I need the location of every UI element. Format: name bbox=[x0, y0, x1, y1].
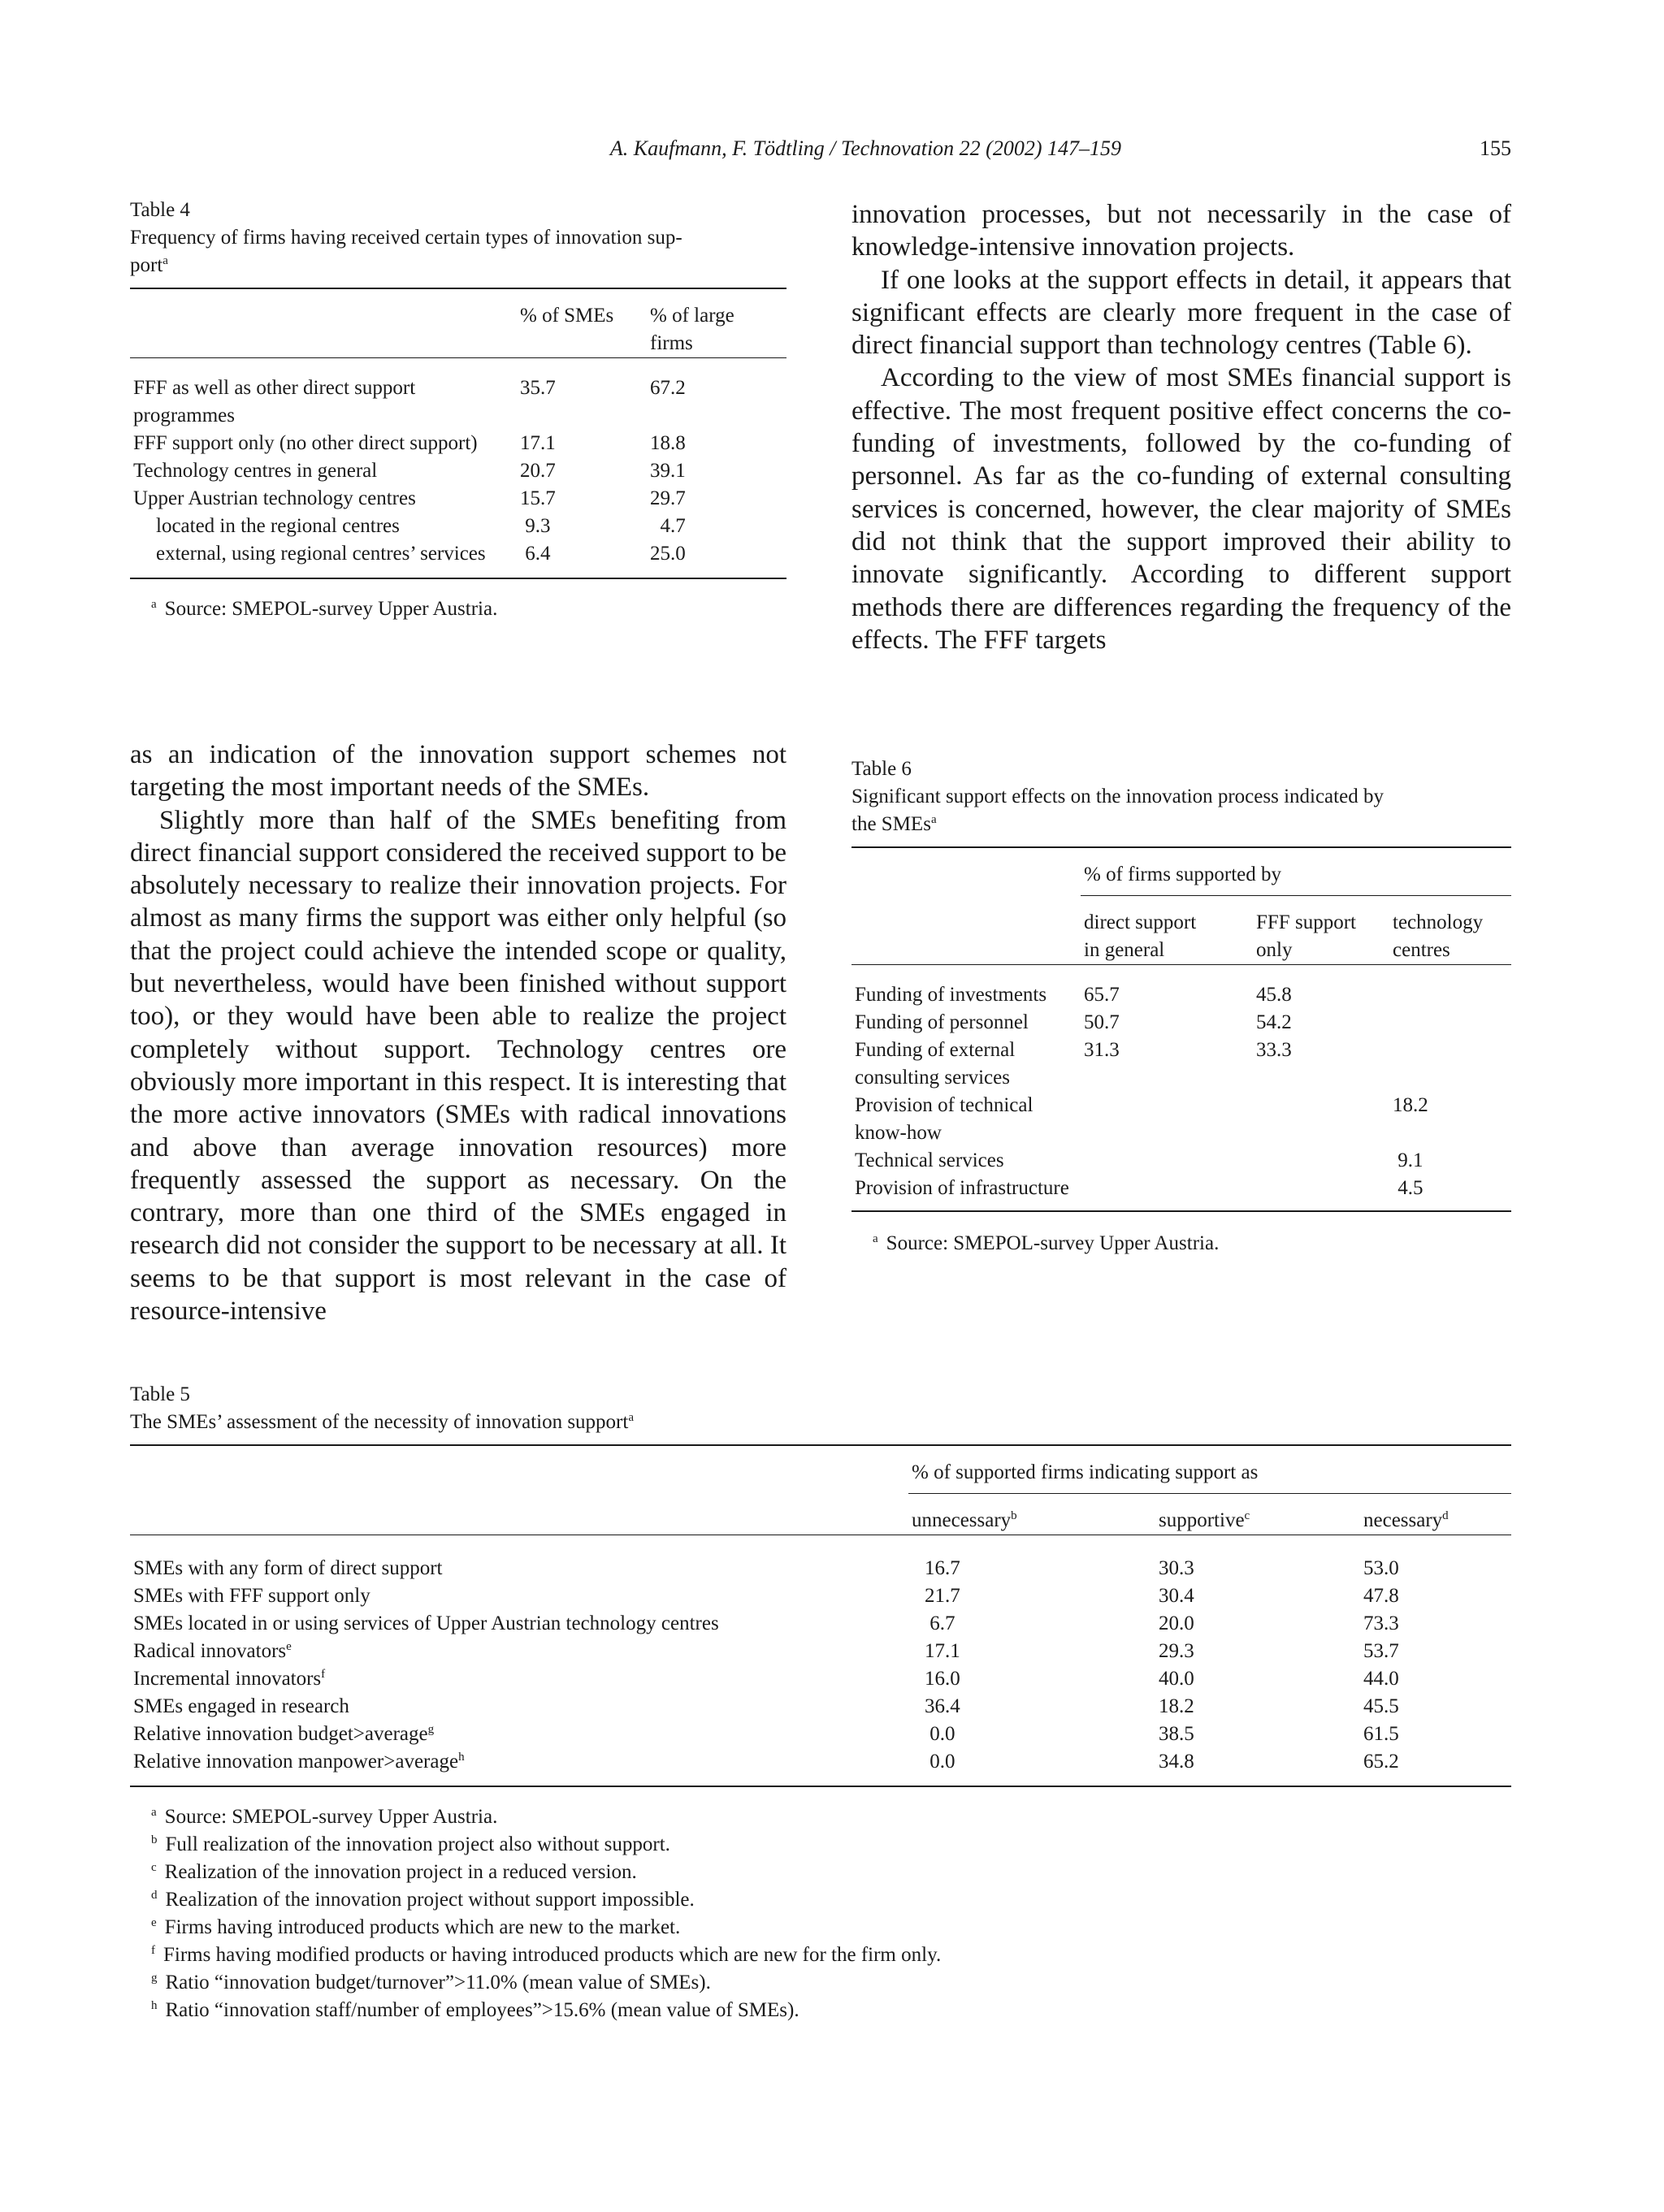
cell-large-firms: 29.7 bbox=[650, 487, 686, 509]
cell-technology-centres: 4.5 bbox=[1393, 1177, 1424, 1199]
table-4-body bbox=[130, 374, 786, 568]
cell-necessary: 65.2 bbox=[1363, 1751, 1399, 1773]
table-row bbox=[130, 1555, 1511, 1582]
table-row bbox=[130, 485, 786, 513]
cell-direct-support: 31.3 bbox=[1084, 1039, 1120, 1061]
table-row bbox=[130, 430, 786, 457]
table-5 bbox=[130, 1381, 1511, 2024]
cell-unnecessary: 0.0 bbox=[925, 1723, 956, 1745]
cell-smes: 20.7 bbox=[520, 460, 556, 482]
table-header-row bbox=[852, 909, 1511, 965]
cell-unnecessary: 6.7 bbox=[925, 1612, 956, 1634]
cell-necessary: 47.8 bbox=[1363, 1585, 1399, 1607]
footnote: $^g$ Ratio “innovation budget/turnover”>11.0% (mean value of SMEs). bbox=[151, 1972, 711, 1993]
cell-unnecessary: 17.1 bbox=[925, 1640, 960, 1662]
cell-fff-support bbox=[1253, 1147, 1389, 1175]
table-row bbox=[130, 374, 786, 430]
table-header-row bbox=[130, 288, 786, 358]
footnote: $^h$ Ratio “innovation staff/number of employees”>15.6% (mean value of SMEs). bbox=[151, 1999, 800, 2021]
cell-technology-centres: 18.2 bbox=[1393, 1094, 1428, 1116]
table-4-label: Table 4 bbox=[130, 199, 190, 221]
table-6-grid bbox=[852, 846, 1511, 1212]
cell-supportive: 29.3 bbox=[1159, 1640, 1194, 1662]
cell-supportive: 18.2 bbox=[1159, 1695, 1194, 1717]
row-label: Radical innovators$^e$ bbox=[133, 1640, 292, 1662]
footnote: $^a$ Source: SMEPOL-survey Upper Austria. bbox=[151, 1806, 498, 1828]
cell-fff-support: 45.8 bbox=[1256, 984, 1292, 1006]
cell-large-firms: 18.8 bbox=[650, 432, 686, 454]
table-row bbox=[852, 1175, 1511, 1202]
col-header-direct-support: direct support in general bbox=[1084, 911, 1197, 961]
table-row bbox=[130, 1638, 1511, 1665]
cell-fff-support: 33.3 bbox=[1256, 1039, 1292, 1061]
footnote: $^d$ Realization of the innovation project without support impossible. bbox=[151, 1889, 695, 1911]
table-4-footnote: $^a$ Source: SMEPOL-survey Upper Austria. bbox=[151, 598, 498, 620]
cell-technology-centres bbox=[1389, 981, 1511, 1009]
table-row bbox=[130, 1582, 1511, 1610]
row-label: Funding of investments bbox=[855, 984, 1047, 1006]
right-column-text-top bbox=[852, 198, 1511, 656]
col-header-necessary: necessary$^d$ bbox=[1363, 1509, 1449, 1531]
paragraph: Slightly more than half of the SMEs benefiting from direct financial support considered the received support to be absolutely necessary to realize their innovation projects. For almost as many firms the support was either only helpful (so that the project could achieve the intended scope or quality, but nevertheless, would have been finished without support too), or they would have been able to realize the project completely without support. Technology centres ore obviously more important in this respect. It is interesting that the more active innovators (SMEs with radical innovations and above than average innovation resources) more frequently assessed the support as necessary. On the contrary, more than one third of the SMEs engaged in research did not consider the support to be necessary at all. It seems to be that support is most relevant in the case of resource-intensive bbox=[130, 805, 786, 1327]
table-row bbox=[130, 540, 786, 568]
table-row bbox=[852, 1037, 1511, 1092]
cell-fff-support: 54.2 bbox=[1256, 1011, 1292, 1033]
row-label: Upper Austrian technology centres bbox=[133, 487, 416, 509]
table-5-title: The SMEs’ assessment of the necessity of innovation support$^a$ bbox=[130, 1411, 635, 1433]
row-label: Funding of external consulting services bbox=[855, 1039, 1016, 1089]
table-6-label: Table 6 bbox=[852, 758, 912, 780]
table-row bbox=[130, 1665, 1511, 1693]
table-6-title: Significant support effects on the innovation process indicated by the SMEs$^a$ bbox=[852, 786, 1384, 835]
table-5-label: Table 5 bbox=[130, 1383, 190, 1405]
table-4 bbox=[130, 197, 786, 623]
table-5-grid bbox=[130, 1444, 1511, 1787]
col-header-supportive: supportive$^c$ bbox=[1159, 1509, 1250, 1531]
cell-fff-support bbox=[1253, 1092, 1389, 1147]
table-4-grid bbox=[130, 288, 786, 579]
table-row bbox=[130, 1693, 1511, 1721]
cell-supportive: 40.0 bbox=[1159, 1668, 1194, 1690]
cell-necessary: 53.7 bbox=[1363, 1640, 1399, 1662]
cell-large-firms: 67.2 bbox=[650, 377, 686, 399]
footnote: $^e$ Firms having introduced products which are new to the market. bbox=[151, 1916, 681, 1938]
table-row bbox=[852, 1092, 1511, 1147]
row-label: FFF support only (no other direct support) bbox=[133, 432, 478, 454]
footnote: $^f$ Firms having modified products or having introduced products which are new for the firm only. bbox=[151, 1944, 942, 1966]
table-6-body bbox=[852, 981, 1511, 1202]
row-label: FFF as well as other direct support programmes bbox=[133, 377, 416, 426]
running-head-citation: A. Kaufmann, F. Tödtling / Technovation 22 (2002) 147–159 bbox=[609, 136, 1121, 160]
cell-direct-support bbox=[1081, 1147, 1253, 1175]
row-label: Funding of personnel bbox=[855, 1011, 1029, 1033]
row-label: Technology centres in general bbox=[133, 460, 378, 482]
cell-direct-support: 50.7 bbox=[1084, 1011, 1120, 1033]
group-header: % of firms supported by bbox=[1084, 864, 1282, 885]
table-row bbox=[130, 1721, 1511, 1748]
table-4-title: Frequency of firms having received certain types of innovation sup- port$^a$ bbox=[130, 227, 682, 276]
footnote: $^b$ Full realization of the innovation project also without support. bbox=[151, 1833, 670, 1855]
table-row bbox=[130, 457, 786, 485]
cell-direct-support bbox=[1081, 1092, 1253, 1147]
table-row bbox=[130, 1610, 1511, 1638]
paragraph: innovation processes, but not necessarily in the case of knowledge-intensive innovation projects. bbox=[852, 200, 1511, 262]
paragraph: If one looks at the support effects in detail, it appears that significant effects are clearly more frequent in the case of direct financial support than technology centres (Table 6). bbox=[852, 265, 1511, 361]
cell-unnecessary: 36.4 bbox=[925, 1695, 960, 1717]
cell-unnecessary: 0.0 bbox=[925, 1751, 956, 1773]
cell-large-firms: 39.1 bbox=[650, 460, 686, 482]
cell-supportive: 20.0 bbox=[1159, 1612, 1194, 1634]
row-label: SMEs located in or using services of Upper Austrian technology centres bbox=[133, 1612, 719, 1634]
cell-necessary: 53.0 bbox=[1363, 1557, 1399, 1579]
table-row bbox=[852, 1147, 1511, 1175]
table-6 bbox=[852, 755, 1511, 1258]
row-label: Incremental innovators$^f$ bbox=[133, 1668, 326, 1690]
group-header: % of supported firms indicating support as bbox=[912, 1461, 1259, 1483]
row-label: SMEs engaged in research bbox=[133, 1695, 349, 1717]
row-label: located in the regional centres bbox=[156, 515, 400, 537]
cell-necessary: 44.0 bbox=[1363, 1668, 1399, 1690]
table-row bbox=[130, 513, 786, 540]
cell-smes: 9.3 bbox=[520, 515, 551, 537]
col-header-fff-support: FFF support only bbox=[1256, 911, 1356, 961]
table-row bbox=[852, 981, 1511, 1009]
running-head bbox=[130, 136, 1511, 166]
row-label: Provision of technical know-how bbox=[855, 1094, 1034, 1144]
cell-direct-support bbox=[1081, 1175, 1253, 1202]
cell-smes: 17.1 bbox=[520, 432, 556, 454]
cell-fff-support bbox=[1253, 1175, 1389, 1202]
cell-supportive: 38.5 bbox=[1159, 1723, 1194, 1745]
cell-necessary: 61.5 bbox=[1363, 1723, 1399, 1745]
cell-unnecessary: 16.7 bbox=[925, 1557, 960, 1579]
cell-necessary: 73.3 bbox=[1363, 1612, 1399, 1634]
row-label: Provision of infrastructure bbox=[855, 1177, 1069, 1199]
cell-supportive: 30.3 bbox=[1159, 1557, 1194, 1579]
table-header-row bbox=[130, 1507, 1511, 1535]
row-label: SMEs with any form of direct support bbox=[133, 1557, 443, 1579]
cell-supportive: 34.8 bbox=[1159, 1751, 1194, 1773]
row-label: Relative innovation manpower>average$^h$ bbox=[133, 1751, 465, 1773]
col-header-unnecessary: unnecessary$^b$ bbox=[912, 1509, 1017, 1531]
table-row bbox=[130, 1748, 1511, 1776]
cell-smes: 15.7 bbox=[520, 487, 556, 509]
col-header-large-firms: % of large firms bbox=[650, 305, 734, 354]
cell-unnecessary: 16.0 bbox=[925, 1668, 960, 1690]
cell-technology-centres bbox=[1389, 1009, 1511, 1037]
row-label: external, using regional centres’ services bbox=[156, 543, 486, 565]
cell-technology-centres bbox=[1389, 1037, 1511, 1092]
table-row bbox=[852, 1009, 1511, 1037]
footnote: $^c$ Realization of the innovation project in a reduced version. bbox=[151, 1861, 637, 1883]
paragraph: According to the view of most SMEs financial support is effective. The most frequent positive effect concerns the co-funding of investments, followed by the co-funding of personnel. As far as the co-funding of external consulting services is concerned, however, the clear majority of SMEs did not think that the support improved their ability to innovate significantly. According to different support methods there are differences regarding the frequency of the effects. The FFF targets bbox=[852, 363, 1511, 655]
cell-large-firms: 4.7 bbox=[650, 515, 686, 537]
page-number: 155 bbox=[1480, 136, 1511, 160]
row-label: Technical services bbox=[855, 1149, 1004, 1171]
cell-direct-support: 65.7 bbox=[1084, 984, 1120, 1006]
table-6-footnote: $^a$ Source: SMEPOL-survey Upper Austria. bbox=[873, 1232, 1220, 1254]
cell-smes: 35.7 bbox=[520, 377, 556, 399]
table-5-footnotes bbox=[130, 1803, 1511, 2024]
cell-smes: 6.4 bbox=[520, 543, 551, 565]
col-header-technology-centres: technology centres bbox=[1393, 911, 1484, 961]
table-5-body bbox=[130, 1555, 1511, 1776]
paragraph: as an indication of the innovation support schemes not targeting the most important needs of the SMEs. bbox=[130, 740, 786, 803]
cell-supportive: 30.4 bbox=[1159, 1585, 1194, 1607]
cell-technology-centres: 9.1 bbox=[1393, 1149, 1424, 1171]
row-label: Relative innovation budget>average$^g$ bbox=[133, 1723, 435, 1745]
cell-unnecessary: 21.7 bbox=[925, 1585, 960, 1607]
cell-large-firms: 25.0 bbox=[650, 543, 686, 565]
row-label: SMEs with FFF support only bbox=[133, 1585, 370, 1607]
left-column-text-middle bbox=[130, 738, 786, 1327]
cell-necessary: 45.5 bbox=[1363, 1695, 1399, 1717]
col-header-smes: % of SMEs bbox=[520, 305, 614, 327]
